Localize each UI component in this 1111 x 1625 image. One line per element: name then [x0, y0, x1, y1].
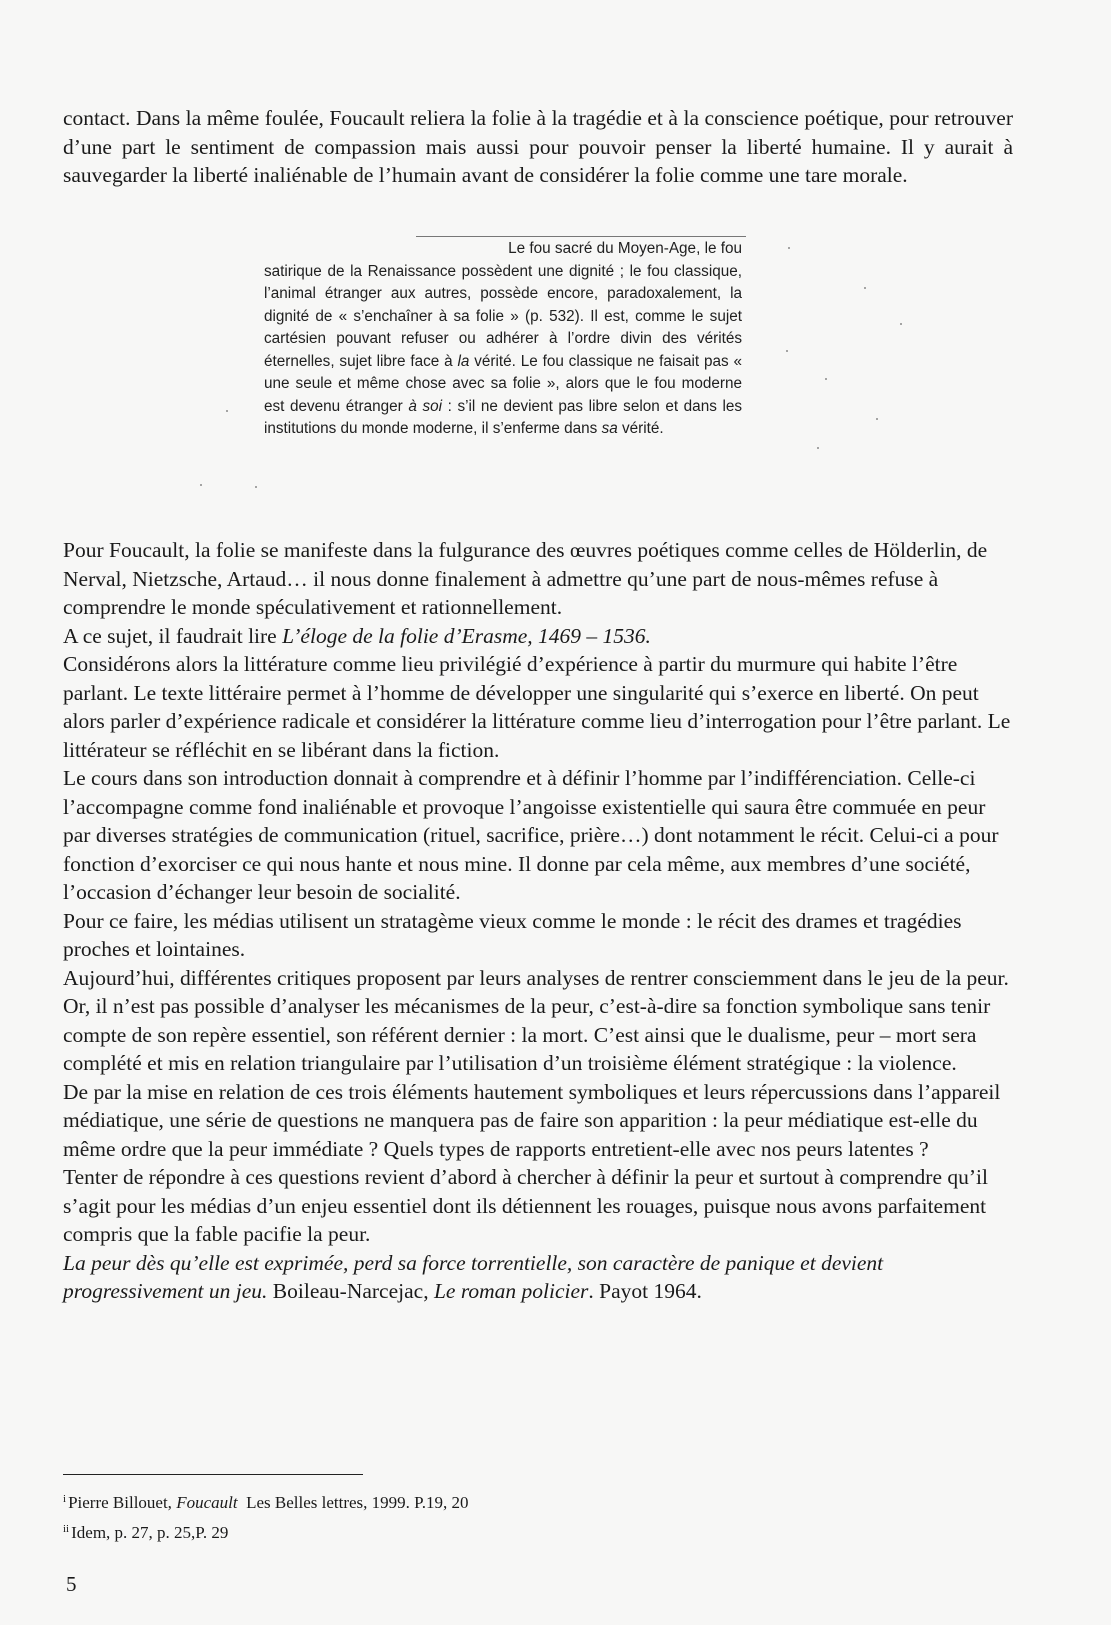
- page-number: 5: [66, 1572, 77, 1596]
- scan-speck: [900, 323, 902, 325]
- body-paragraph: [63, 622, 1017, 651]
- scan-speck: [817, 447, 819, 449]
- main-body: [63, 536, 1017, 1306]
- inset-quote-first-line: Le fou sacré du Moyen-Age, le fou: [508, 240, 742, 257]
- inset-quote-text-b: vérité. Le fou classique ne faisait pas « une seule et même chose avec sa folie », alors que le fou moderne est devenu étranger: [264, 352, 742, 415]
- scan-speck: [255, 486, 257, 488]
- body-paragraph: Pour ce faire, les médias utilisent un stratagème vieux comme le monde : le récit des drames et tragédies proches et lointaines.: [63, 908, 962, 961]
- closing-quote: [63, 1249, 1017, 1306]
- reading-suggestion: A ce sujet, il faudrait lire: [63, 623, 283, 648]
- inset-quote-text-a: satirique de la Renaissance possèdent une dignité ; le fou classique, l’animal étranger aux autres, possède encore, paradoxalement, la dignité de « s’enchaîner à sa folie » (p. 532). Il est, comme le sujet cartésien pouvant refuser ou adhérer à l’ordre divin des vérités éternelles, sujet libre face à: [264, 262, 742, 370]
- reading-suggestion-title: L’éloge de la folie d’Erasme, 1469 – 1536.: [282, 623, 651, 648]
- footnote-details: Les Belles lettres, 1999. P.19, 20: [237, 1493, 469, 1512]
- scan-speck: [825, 378, 827, 380]
- closing-quote-book: Le roman policier: [433, 1279, 589, 1303]
- scan-speck: [786, 350, 788, 352]
- inset-quote-text-c: : s’il ne devient pas libre selon et dans les institutions du monde moderne, il s’enferme dans: [264, 397, 742, 437]
- footnote-item: [63, 1486, 663, 1516]
- paragraph-intro: contact. Dans la même foulée, Foucault reliera la folie à la tragédie et à la conscience poétique, pour retrouver d’une part le sentiment de compassion mais aussi pour pouvoir penser la liberté humaine. Il y aurait à sauvegarder la liberté inaliénable de l’humain avant de considérer la folie comme une tare morale.: [63, 106, 1013, 187]
- closing-quote-publisher: . Payot 1964.: [588, 1279, 702, 1303]
- scan-speck: [226, 410, 228, 412]
- scan-speck: [876, 418, 878, 420]
- body-paragraph: Aujourd’hui, différentes critiques proposent par leurs analyses de rentrer consciemment dans le jeu de la peur. Or, il n’est pas possible d’analyser les mécanismes de la peur, c’est-à-dire sa fonction symbolique sans tenir compte de son repère essentiel, son référent dernier : la mort. C’est ainsi que le dualisme, peur – mort sera complété et mis en relation triangulaire par l’utilisation d’un troisième élément stratégique : la violence.: [63, 965, 1009, 1075]
- body-paragraph: De par la mise en relation de ces trois éléments hautement symboliques et leurs répercussions dans l’appareil médiatique, une série de questions ne manquera pas de faire son apparition : la peur médiatique est-elle du même ordre que la peur immédiate ? Quels types de rapports entretient-elle avec nos peurs latentes ?: [63, 1079, 1001, 1161]
- body-paragraph: Tenter de répondre à ces questions revient d’abord à chercher à définir la peur et surtout à comprendre qu’il s’agit pour les médias d’un enjeu essentiel dont ils détiennent les rouages, puisque nous avons parfaitement compris que la fable pacifie la peur.: [63, 1165, 988, 1246]
- inset-quote-emphasis-sa: sa: [601, 420, 618, 437]
- inset-quote-emphasis-a-soi: à soi: [408, 397, 443, 415]
- scan-speck: [200, 484, 202, 486]
- inset-quote: [264, 238, 742, 441]
- inset-quote-emphasis-la: la: [457, 352, 470, 370]
- inset-top-rule: [416, 236, 746, 237]
- body-paragraph: Considérons alors la littérature comme lieu privilégié d’expérience à partir du murmure qui habite l’être parlant. Le texte littéraire permet à l’homme de développer une singularité qui s’exerce en liberté. On peut alors parler d’expérience radicale et considérer la littérature comme lieu d’interrogation pour l’être parlant. Le littérateur se réfléchit en se libérant dans la fiction.: [63, 652, 1011, 762]
- footnote-details: Idem, p. 27, p. 25,P. 29: [71, 1523, 229, 1542]
- footnote-author: Pierre Billouet,: [68, 1493, 177, 1512]
- scan-speck: [864, 287, 866, 289]
- body-paragraph: Le cours dans son introduction donnait à comprendre et à définir l’homme par l’indifférenciation. Celle-ci l’accompagne comme fond inaliénable et provoque l’angoisse existentielle qui saura être commuée en peur par diverses stratégies de communication (rituel, sacrifice, prière…) dont notamment le récit. Celui-ci a pour fonction d’exorciser ce qui nous hante et nous mine. Il donne par cela même, aux membres d’une société, l’occasion d’échanger leur besoin de socialité.: [63, 766, 999, 904]
- closing-quote-author: Boileau-Narcejac,: [267, 1279, 434, 1303]
- body-paragraph: Pour Foucault, la folie se manifeste dans la fulgurance des œuvres poétiques comme celles de Hölderlin, de Nerval, Nietzsche, Artaud… il nous donne finalement à admettre qu’une part de nous-mêmes refuse à comprendre le monde spéculativement et rationnellement.: [63, 538, 988, 619]
- footnote-mark: i: [63, 1493, 67, 1505]
- inset-quote-text-d: vérité.: [617, 420, 664, 437]
- footnotes: [63, 1486, 663, 1546]
- footnote-separator: [63, 1474, 363, 1475]
- footnote-mark: ii: [63, 1523, 70, 1535]
- scan-speck: [788, 247, 790, 249]
- closing-quote-text: La peur dès qu’elle est exprimée, perd sa force torrentielle, son caractère de panique et devient progressivement un jeu.: [63, 1250, 884, 1303]
- footnote-title: Foucault: [176, 1493, 238, 1512]
- footnote-item: [63, 1516, 663, 1546]
